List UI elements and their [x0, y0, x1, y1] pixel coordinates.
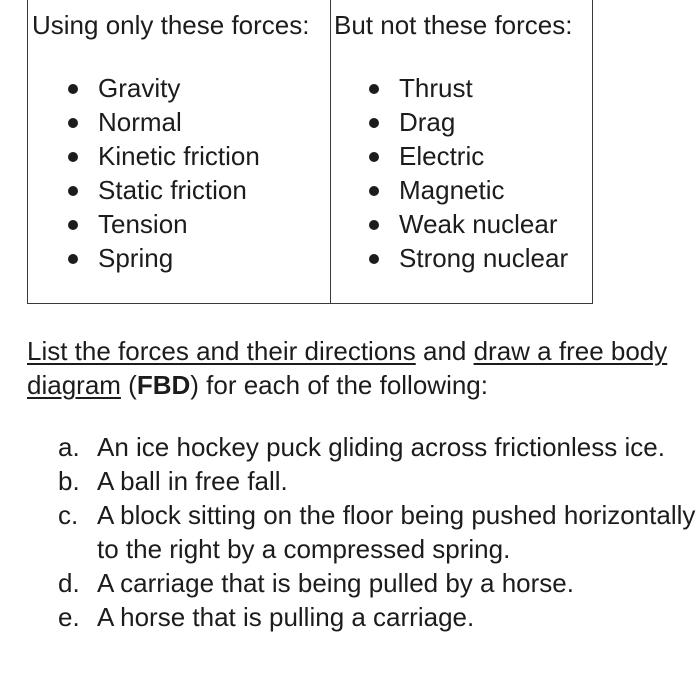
- list-item: [68, 71, 260, 105]
- bullet-icon: [369, 118, 379, 128]
- bullet-icon: [369, 220, 379, 230]
- list-item: [68, 241, 260, 275]
- list-item-label: Normal: [98, 107, 182, 137]
- problem-text: A block sitting on the floor being pushed horizontally to the right by a compressed spring.: [97, 500, 696, 564]
- list-item: [369, 139, 568, 173]
- bullet-icon: [68, 254, 78, 264]
- list-item-label: Tension: [98, 209, 188, 239]
- problem-text: An ice hockey puck gliding across frictionless ice.: [97, 432, 665, 462]
- bullet-icon: [68, 186, 78, 196]
- problem-text: A carriage that is being pulled by a horse.: [97, 568, 574, 598]
- list-item-label: Static friction: [98, 175, 247, 205]
- list-item-label: Kinetic friction: [98, 141, 260, 171]
- list-item-label: Thrust: [399, 73, 473, 103]
- problem-item: [58, 566, 698, 600]
- problem-text: A horse that is pulling a carriage.: [97, 602, 475, 632]
- bullet-icon: [369, 254, 379, 264]
- list-item-label: Magnetic: [399, 175, 505, 205]
- excluded-forces-header: But not these forces:: [334, 10, 573, 40]
- list-item-label: Spring: [98, 243, 174, 273]
- list-item: [68, 105, 260, 139]
- instruction-list-forces: List the forces and their directions: [27, 336, 416, 366]
- problem-marker: a.: [58, 432, 80, 462]
- list-item-label: Electric: [399, 141, 485, 171]
- list-item-label: Weak nuclear: [399, 209, 558, 239]
- list-item-label: Drag: [399, 107, 456, 137]
- list-item: [68, 139, 260, 173]
- bullet-icon: [68, 118, 78, 128]
- excluded-forces-list: [369, 71, 568, 275]
- list-item: [369, 71, 568, 105]
- bullet-icon: [68, 220, 78, 230]
- instruction-connector: and: [415, 336, 474, 366]
- list-item: [369, 105, 568, 139]
- instruction-paren-open: (: [120, 370, 137, 400]
- problem-marker: d.: [58, 568, 80, 598]
- excluded-forces-column: [331, 0, 592, 303]
- allowed-forces-column: [28, 0, 331, 303]
- bullet-icon: [369, 84, 379, 94]
- bullet-icon: [68, 152, 78, 162]
- problem-item: [58, 464, 698, 498]
- bullet-icon: [369, 186, 379, 196]
- allowed-forces-list: [68, 71, 260, 275]
- bullet-icon: [68, 84, 78, 94]
- allowed-forces-header: Using only these forces:: [32, 10, 310, 40]
- list-item: [369, 207, 568, 241]
- problem-marker: b.: [58, 466, 80, 496]
- problem-item: [58, 498, 698, 566]
- list-item-label: Gravity: [98, 73, 181, 103]
- problem-marker: e.: [58, 602, 80, 632]
- instruction-fbd-abbrev: FBD: [136, 370, 191, 400]
- problem-text: A ball in free fall.: [97, 466, 288, 496]
- instruction-draw-fbd: draw a free body diagram: [27, 336, 668, 400]
- list-item: [68, 207, 260, 241]
- forces-table: [27, 0, 593, 304]
- list-item: [369, 241, 568, 275]
- list-item: [68, 173, 260, 207]
- bullet-icon: [369, 152, 379, 162]
- problem-item: [58, 430, 698, 464]
- instruction-tail: ) for each of the following:: [190, 370, 488, 400]
- problem-item: [58, 600, 698, 634]
- problem-marker: c.: [58, 500, 79, 530]
- instructions-paragraph: [27, 334, 677, 402]
- problem-list: [58, 430, 698, 634]
- list-item-label: Strong nuclear: [399, 243, 569, 273]
- list-item: [369, 173, 568, 207]
